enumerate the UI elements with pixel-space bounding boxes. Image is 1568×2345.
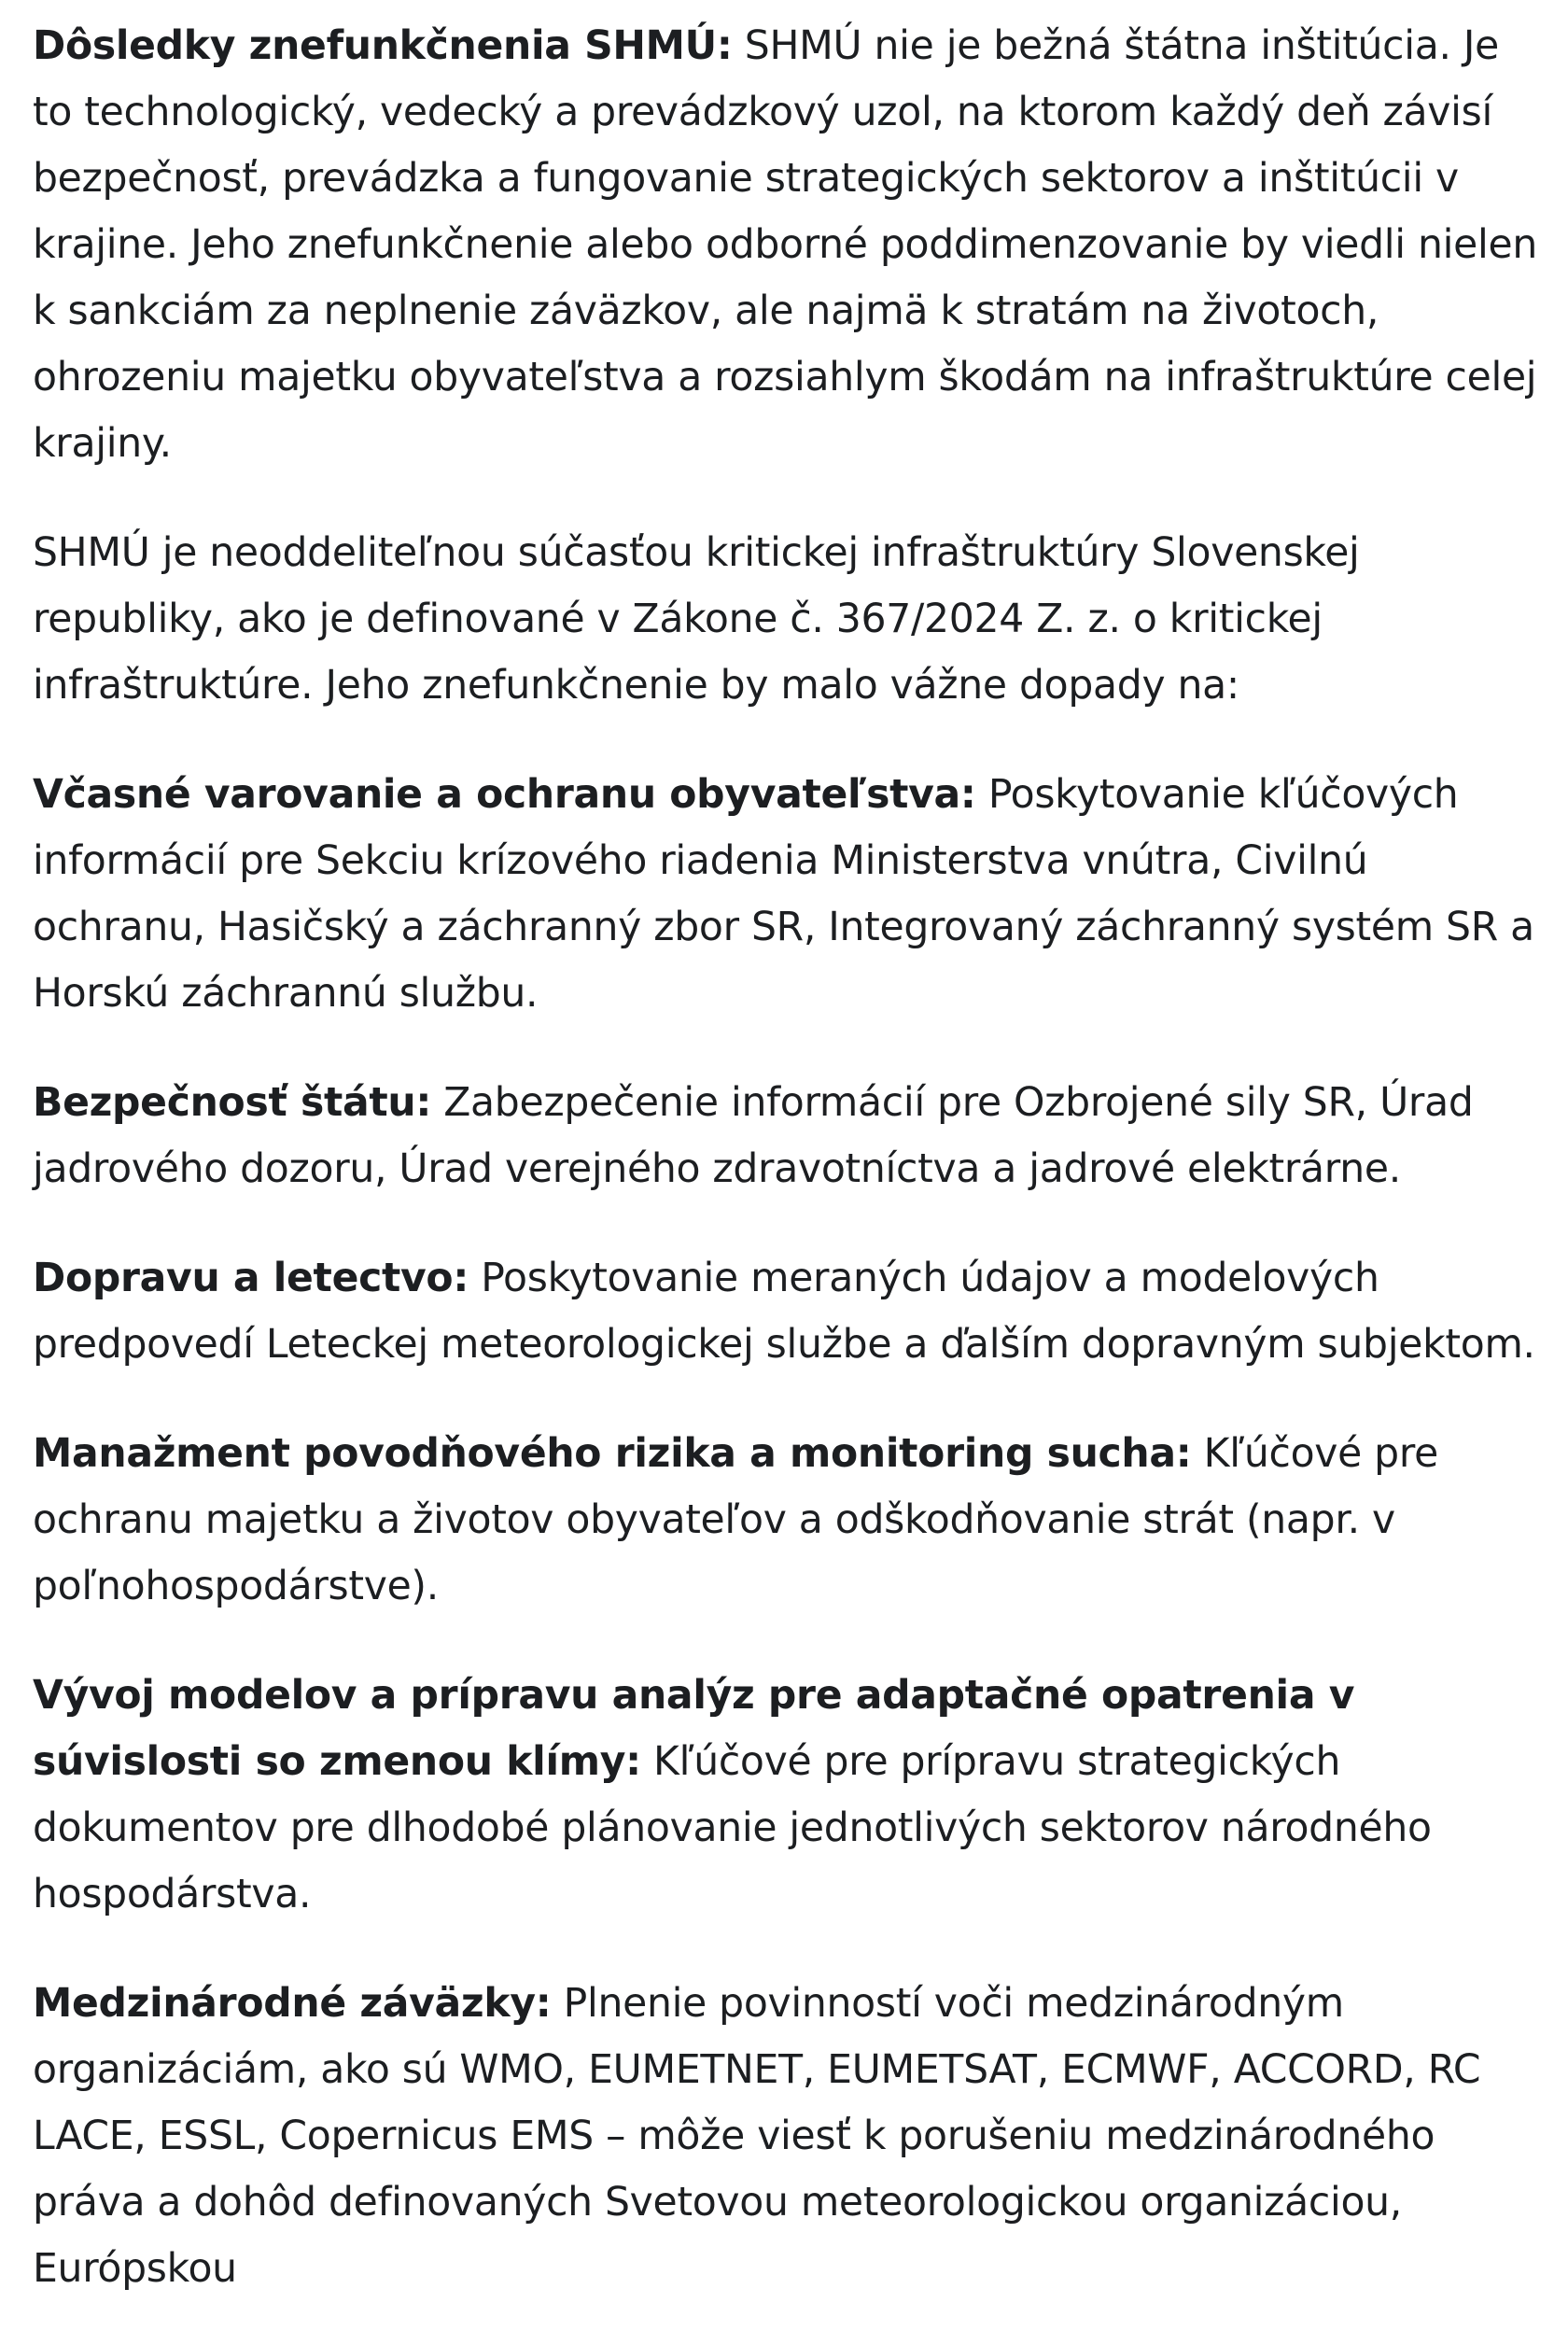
paragraph-text: SHMÚ nie je bežná štátna inštitúcia. Je to technologický, vedecký a prevádzkový uzol, na ktorom každý deň závisí bezpečnosť, prevádzka a fungovanie strategických sektorov a inštitúcii v krajine. Jeho znefunkčnenie alebo odborné poddimenzovanie by viedli nielen k sankciám za neplnenie záväzkov, ale najmä k stratám na životoch, ohrozeniu majetku obyvateľstva a rozsiahlym škodám na infraštruktúre celej krajiny. bbox=[33, 23, 1537, 467]
paragraph-lead: Vývoj modelov a prípravu analýz pre adaptačné opatrenia v súvislosti so zmenou klímy: bbox=[33, 1673, 1355, 1785]
paragraph-flood-drought bbox=[33, 1421, 1549, 1620]
paragraph-lead: Dopravu a letectvo: bbox=[33, 1256, 469, 1301]
paragraph-text: Plnenie povinností voči medzinárodným organizáciám, ako sú WMO, EUMETNET, EUMETSAT, ECMWF, ACCORD, RC LACE, ESSL, Copernicus EMS – môže viesť k porušeniu medzinárodného práva a dohôd definovaných Svetovou meteorologickou organizáciou, Európskou bbox=[33, 1981, 1481, 2292]
paragraph-critical-infrastructure bbox=[33, 520, 1549, 719]
paragraph-text: Poskytovanie meraných údajov a modelových predpovedí Leteckej meteorologickej službe a ďalším dopravným subjektom. bbox=[33, 1256, 1535, 1368]
paragraph-consequences bbox=[33, 13, 1549, 477]
paragraph-text: Poskytovanie kľúčových informácií pre Sekciu krízového riadenia Ministerstva vnútra, Civilnú ochranu, Hasičský a záchranný zbor SR, Integrovaný záchranný systém SR a Horskú záchrannú službu. bbox=[33, 772, 1534, 1017]
paragraph-state-security bbox=[33, 1070, 1549, 1202]
paragraph-text: SHMÚ je neoddeliteľnou súčasťou kritickej infraštruktúry Slovenskej republiky, ako je definované v Zákone č. 367/2024 Z. z. o kritickej infraštruktúre. Jeho znefunkčnenie by malo vážne dopady na: bbox=[33, 530, 1360, 709]
paragraph-climate-models bbox=[33, 1663, 1549, 1928]
paragraph-early-warning bbox=[33, 762, 1549, 1027]
paragraph-text: Kľúčové pre ochranu majetku a životov obyvateľov a odškodňovanie strát (napr. v poľnohospodárstve). bbox=[33, 1431, 1438, 1609]
paragraph-lead: Medzinárodné záväzky: bbox=[33, 1981, 552, 2027]
paragraph-lead: Bezpečnosť štátu: bbox=[33, 1080, 432, 1126]
paragraph-international bbox=[33, 1971, 1549, 2302]
paragraph-lead: Včasné varovanie a ochranu obyvateľstva: bbox=[33, 772, 976, 818]
post-body bbox=[33, 13, 1549, 2345]
paragraph-text: Kľúčové pre prípravu strategických dokumentov pre dlhodobé plánovanie jednotlivých sektorov národného hospodárstva. bbox=[33, 1739, 1432, 1917]
paragraph-transport bbox=[33, 1245, 1549, 1378]
paragraph-lead: Manažment povodňového rizika a monitoring sucha: bbox=[33, 1431, 1192, 1477]
paragraph-lead: Dôsledky znefunkčnenia SHMÚ: bbox=[33, 23, 733, 69]
paragraph-text: Zabezpečenie informácií pre Ozbrojené sily SR, Úrad jadrového dozoru, Úrad verejného zdravotníctva a jadrové elektrárne. bbox=[33, 1080, 1474, 1192]
